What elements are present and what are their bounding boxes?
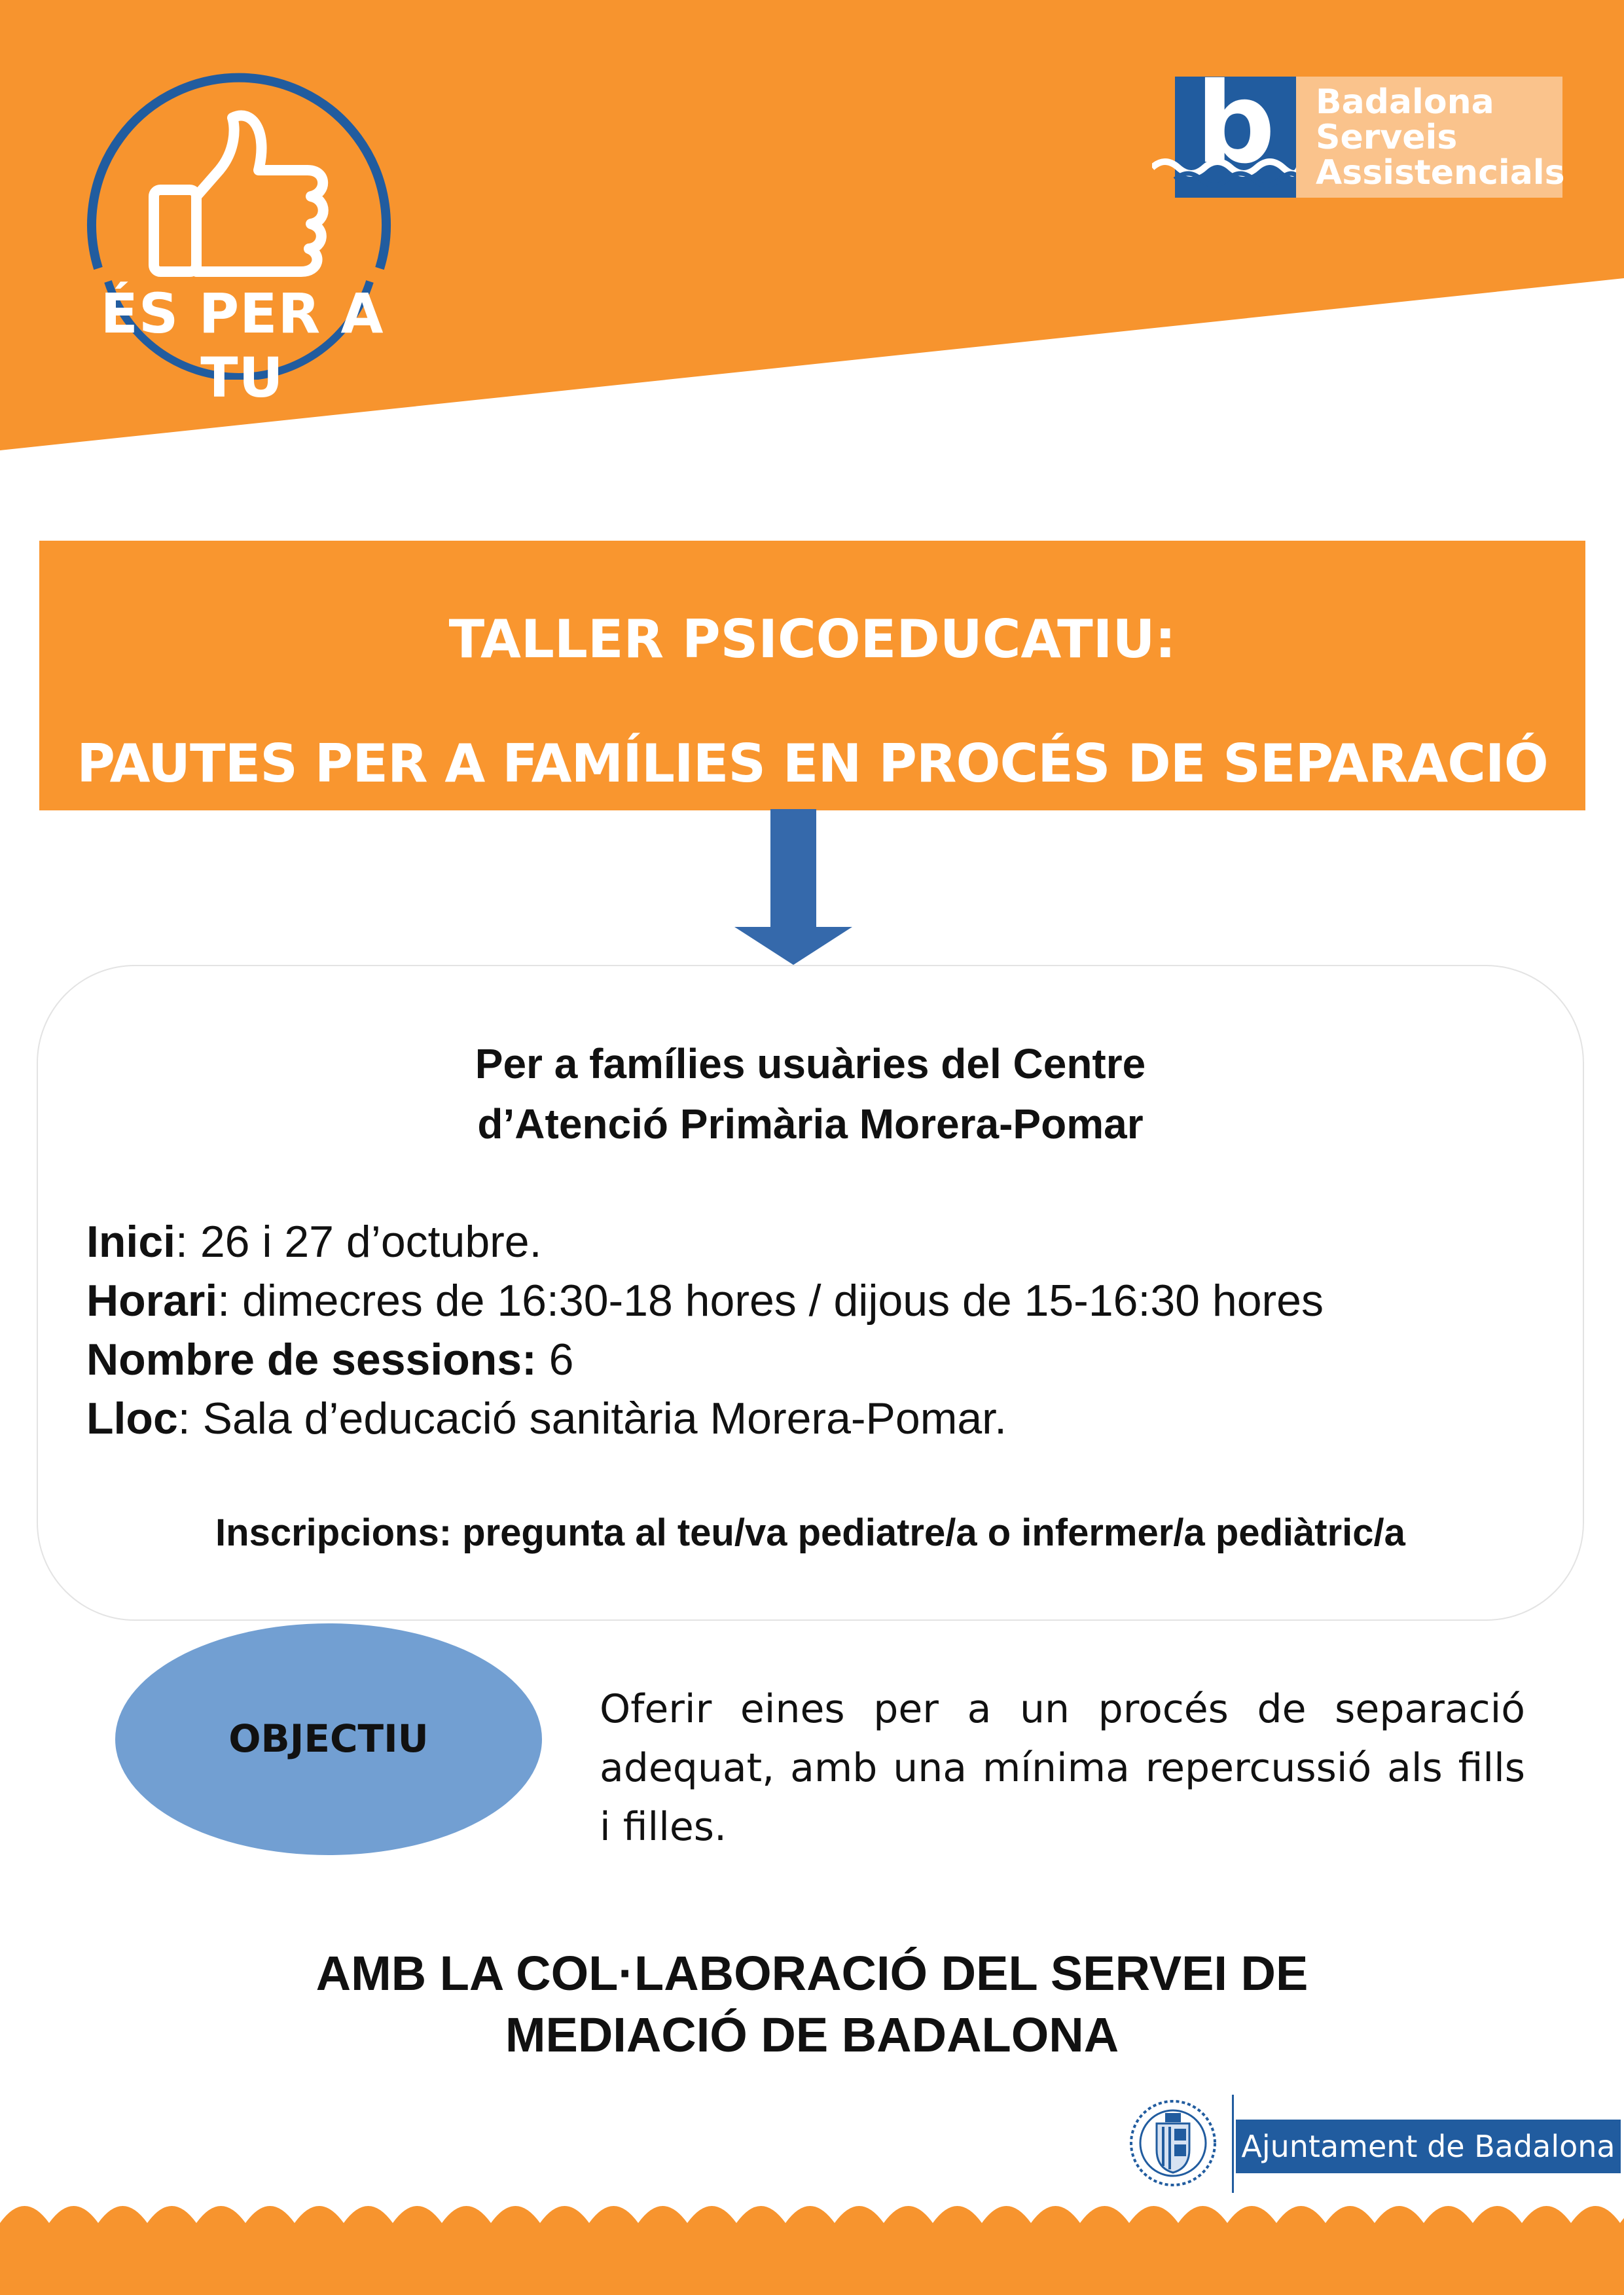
objective-label: OBJECTIU — [228, 1716, 429, 1761]
organization-name: Ajuntament de Badalona — [1241, 2129, 1615, 2164]
thumbs-up-icon — [154, 116, 323, 272]
inscriptions-text: Inscripcions: pregunta al teu/va pediatre/a o infermer/a pediàtric/a — [215, 1511, 1405, 1554]
collaboration-line-2: MEDIACIÓ DE BADALONA — [505, 2008, 1119, 2062]
city-seal-icon — [1127, 2097, 1219, 2189]
audience-line-1: Per a famílies usuàries del Centre — [475, 1040, 1146, 1087]
bsa-logo-letter: b — [1195, 59, 1276, 189]
title-line-1: TALLER PSICOEDUCATIU: — [448, 609, 1176, 670]
slogan-text: ÉS PER A TU — [100, 281, 384, 410]
detail-start: Inici: 26 i 27 d’octubre. — [86, 1217, 542, 1267]
bsa-logo-line-3: Assistencials — [1316, 153, 1565, 192]
title-line-2: PAUTES PER A FAMÍLIES EN PROCÉS DE SEPARACIÓ — [77, 733, 1548, 794]
objective-text: Oferir eines per a un procés de separació adequat, amb una mínima repercussió als fills i filles. — [600, 1686, 1525, 1850]
audience-line-2: d’Atenció Primària Morera-Pomar — [477, 1100, 1144, 1148]
bsa-logo-line-1: Badalona — [1316, 82, 1494, 122]
down-arrow-icon — [732, 809, 855, 966]
bsa-logo-line-2: Serveis — [1316, 118, 1458, 157]
detail-schedule: Horari: dimecres de 16:30-18 hores / dijous de 15-16:30 hores — [86, 1276, 1324, 1326]
detail-sessions: Nombre de sessions: 6 — [86, 1335, 574, 1384]
bottom-wave — [0, 2186, 1624, 2295]
detail-location: Lloc: Sala d’educació sanitària Morera-Pomar. — [86, 1394, 1007, 1443]
collaboration-line-1: AMB LA COL·LABORACIÓ DEL SERVEI DE — [316, 1946, 1308, 2000]
wave-icon — [1152, 149, 1299, 189]
logo-divider — [1232, 2095, 1234, 2193]
